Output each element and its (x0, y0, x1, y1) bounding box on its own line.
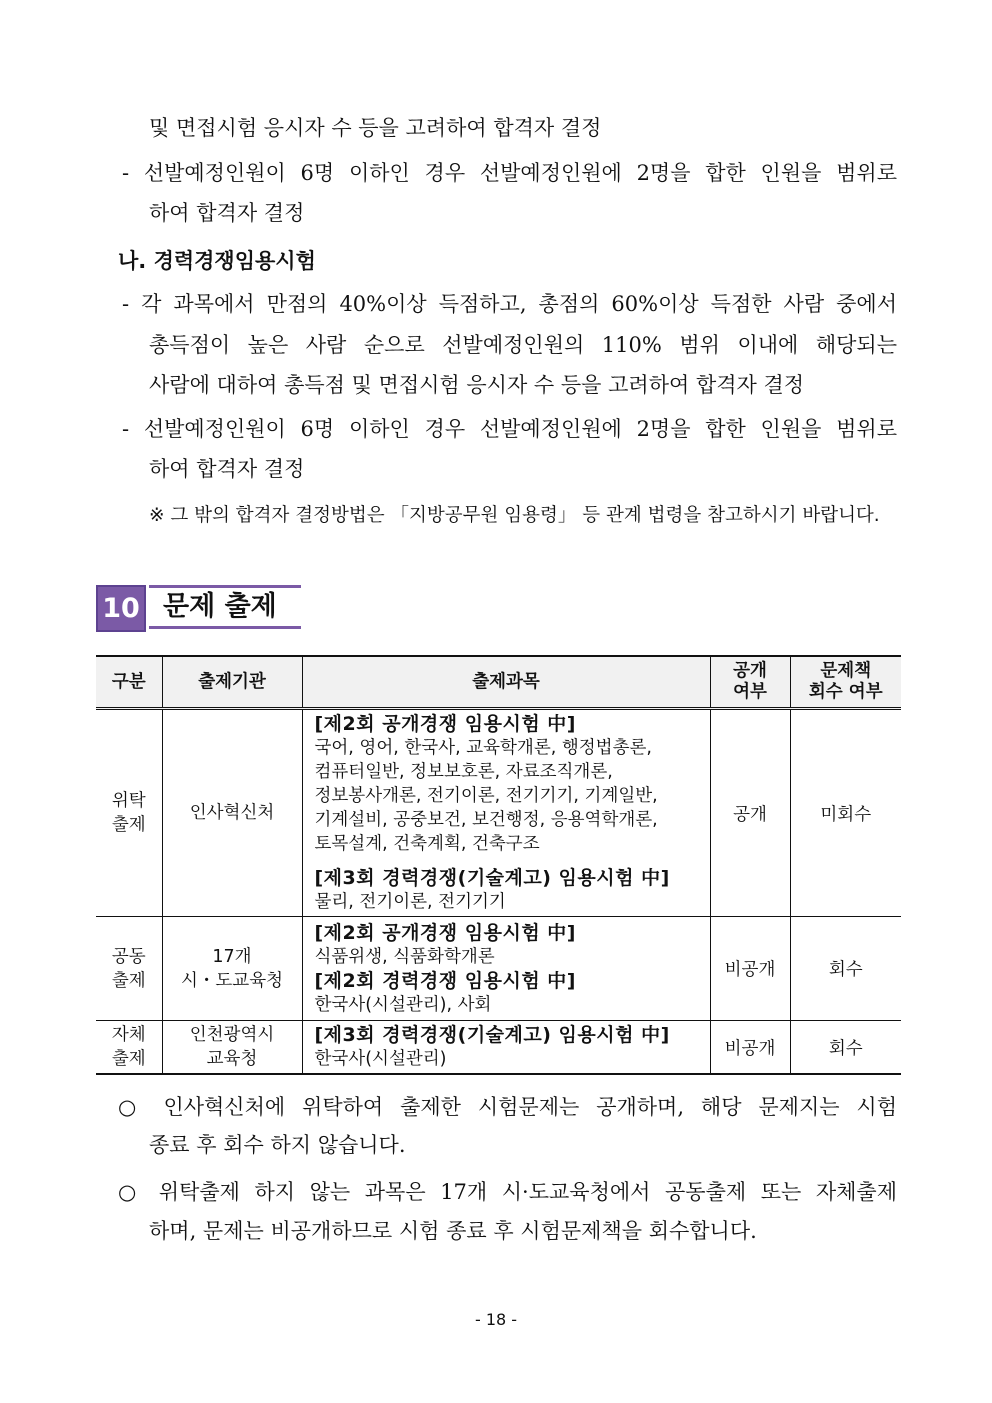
row-type-line-2: 출제 (111, 970, 146, 991)
row-subjects (302, 917, 710, 1021)
bullet-2-line-1: - 각 과목에서 만점의 40%이상 득점하고, 총점의 60%이상 득점한 사람 중에서 (122, 292, 897, 316)
circle-bullet-1-line-2: 종료 후 회수 하지 않습니다. (149, 1133, 406, 1157)
row-type-line-1: 위탁 (111, 791, 146, 811)
row-public: 비공개 (710, 1021, 790, 1075)
subjects-line: 한국사(시설관리), 사회 (314, 994, 492, 1015)
row-collect: 회수 (790, 1021, 901, 1075)
header-collect (790, 656, 901, 709)
subjects-line: 정보봉사개론, 전기이론, 전기기기, 기계일반, (314, 786, 658, 806)
table-row (96, 709, 901, 917)
header-public (710, 656, 790, 709)
subjects-line: 식품위생, 식품화학개론 (314, 946, 495, 967)
subjects-group-heading: [제2회 공개경쟁 임용시험 中] (314, 713, 576, 735)
header-collect-line-2: 회수 여부 (808, 682, 883, 702)
subjects-group-heading: [제3회 경력경쟁(기술계고) 임용시험 中] (314, 1024, 670, 1046)
row-type (96, 1021, 162, 1075)
row-org-line-1: 인사혁신처 (189, 803, 275, 823)
row-type-line-2: 출제 (111, 1049, 146, 1069)
section-title: 문제 출제 (149, 585, 301, 629)
table-row (96, 917, 901, 1021)
row-subjects (302, 709, 710, 917)
subjects-line: 컴퓨터일반, 정보보호론, 자료조직개론, (314, 762, 613, 782)
page-number: - 18 - (474, 1310, 518, 1329)
bullet-1-line-1: - 선발예정인원이 6명 이하인 경우 선발예정인원에 2명을 합한 인원을 범위로 (122, 161, 897, 185)
circle-bullet-2-line-1: ○ 위탁출제 하지 않는 과목은 17개 시·도교육청에서 공동출제 또는 자체출제 (118, 1180, 897, 1204)
table-row (96, 1021, 901, 1075)
row-type-line-2: 출제 (111, 815, 146, 835)
row-org (162, 917, 302, 1021)
subjects-line: 국어, 영어, 한국사, 교육학개론, 행정법총론, (314, 738, 652, 758)
row-org-line-1: 17개 (212, 946, 252, 967)
row-type (96, 917, 162, 1021)
row-type (96, 709, 162, 917)
header-subjects: 출제과목 (302, 656, 710, 709)
row-public: 공개 (710, 709, 790, 917)
bullet-3-line-2: 하여 합격자 결정 (149, 457, 305, 481)
row-collect: 회수 (790, 917, 901, 1021)
reference-note: ※ 그 밖의 합격자 결정방법은 「지방공무원 임용령」 등 관계 법령을 참고하시기 바랍니다. (149, 505, 880, 526)
subjects-line: 기계설비, 공중보건, 보건행정, 응용역학개론, (314, 810, 658, 830)
subjects-group-heading: [제2회 공개경쟁 임용시험 中] (314, 921, 576, 944)
row-public: 비공개 (710, 917, 790, 1021)
bullet-2-line-3: 사람에 대하여 총득점 및 면접시험 응시자 수 등을 고려하여 합격자 결정 (149, 373, 805, 397)
row-org-line-1: 인천광역시 (189, 1025, 275, 1045)
row-collect: 미회수 (790, 709, 901, 917)
row-type-line-1: 자체 (111, 1025, 146, 1045)
section-number: 10 (96, 585, 146, 632)
row-org (162, 709, 302, 917)
subjects-group-heading: [제2회 경력경쟁 임용시험 中] (314, 969, 576, 992)
continuation-line: 및 면접시험 응시자 수 등을 고려하여 합격자 결정 (149, 116, 602, 140)
subjects-line: 토목설계, 건축계획, 건축구조 (314, 834, 540, 854)
bullet-1-line-2: 하여 합격자 결정 (149, 201, 305, 225)
row-type-line-1: 공동 (111, 946, 146, 967)
subheading-na: 나. 경력경쟁임용시험 (118, 249, 316, 273)
row-org-line-2: 교육청 (206, 1049, 258, 1069)
row-subjects (302, 1021, 710, 1075)
circle-bullet-2-line-2: 하며, 문제는 비공개하므로 시험 종료 후 시험문제책을 회수합니다. (149, 1219, 757, 1243)
header-public-line-2: 여부 (733, 682, 767, 702)
subjects-line: 물리, 전기이론, 전기기기 (314, 892, 506, 912)
row-org-line-2: 시・도교육청 (180, 970, 284, 991)
exam-table (96, 655, 901, 1075)
header-type: 구분 (96, 656, 162, 709)
bullet-2-line-2: 총득점이 높은 사람 순으로 선발예정인원의 110% 범위 이내에 해당되는 (149, 333, 897, 357)
table-header-row (96, 656, 901, 709)
circle-bullet-1-line-1: ○ 인사혁신처에 위탁하여 출제한 시험문제는 공개하며, 해당 문제지는 시험 (118, 1095, 897, 1119)
subjects-line: 한국사(시설관리) (314, 1049, 447, 1069)
subjects-group-heading: [제3회 경력경쟁(기술계고) 임용시험 中] (314, 867, 670, 889)
header-public-line-1: 공개 (733, 661, 767, 681)
row-org (162, 1021, 302, 1075)
header-collect-line-1: 문제책 (820, 661, 872, 681)
header-org: 출제기관 (162, 656, 302, 709)
bullet-3-line-1: - 선발예정인원이 6명 이하인 경우 선발예정인원에 2명을 합한 인원을 범위로 (122, 417, 897, 441)
